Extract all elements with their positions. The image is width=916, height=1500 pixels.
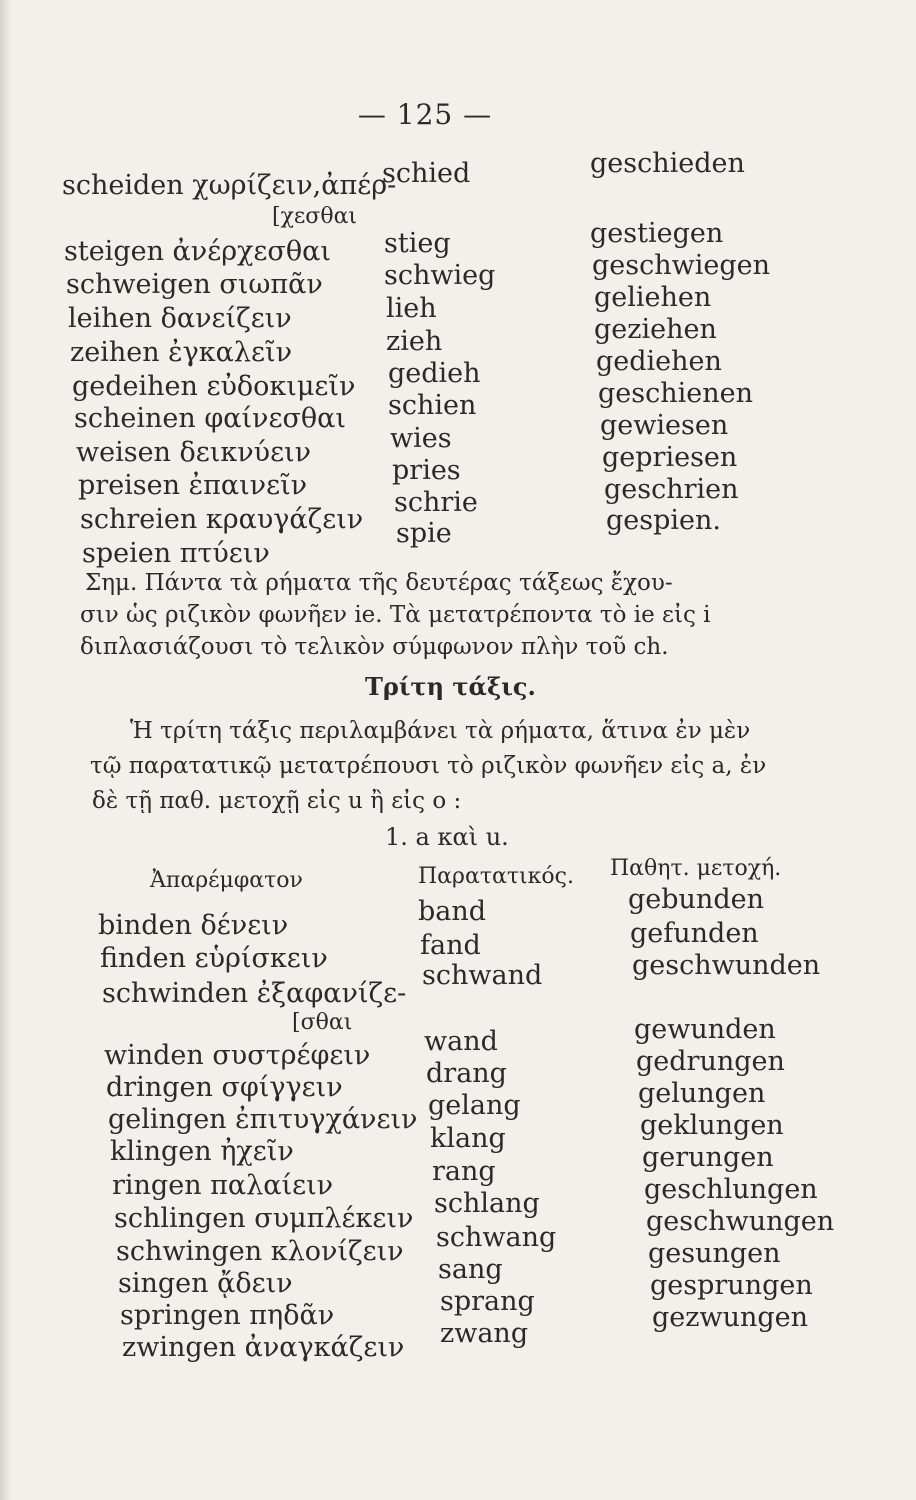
verb-row: speien πτύειν bbox=[82, 538, 270, 569]
preterite-form: schied bbox=[382, 158, 471, 189]
column-header: Παθητ. μετοχή. bbox=[610, 856, 782, 881]
participle-form: gezwungen bbox=[652, 1302, 809, 1333]
intro-line: τῷ παρατατικῷ μετατρέπουσι τὸ ριζικὸν φωνῆεν εἰς a, ἐν bbox=[90, 753, 767, 779]
verb-row: schreien κραυγάζειν bbox=[80, 504, 364, 535]
section-heading: Τρίτη τάξις. bbox=[365, 672, 536, 701]
preterite-form: schien bbox=[388, 390, 477, 421]
participle-form: geliehen bbox=[594, 282, 712, 313]
participle-form: gerungen bbox=[642, 1142, 774, 1173]
intro-line: Ἡ τρίτη τάξις περιλαμβάνει τὰ ρήματα, ἅτινα ἐν μὲν bbox=[130, 718, 751, 744]
note-line: Σημ. Πάντα τὰ ρήματα τῆς δευτέρας τάξεως ἔχου- bbox=[85, 570, 673, 596]
verb-row: schwingen κλονίζειν bbox=[116, 1236, 404, 1267]
participle-form: geklungen bbox=[640, 1110, 784, 1141]
participle-form: geziehen bbox=[594, 314, 717, 345]
preterite-form: zwang bbox=[440, 1318, 529, 1349]
preterite-form: wies bbox=[390, 423, 452, 454]
participle-form: gelungen bbox=[638, 1078, 766, 1109]
preterite-form: klang bbox=[430, 1123, 506, 1154]
preterite-form: sang bbox=[438, 1254, 503, 1285]
verb-row: zwingen ἀναγκάζειν bbox=[122, 1332, 405, 1363]
verb-row: singen ᾄδειν bbox=[118, 1268, 293, 1299]
verb-row: scheiden χωρίζειν,ἀπέρ- bbox=[62, 170, 397, 201]
verb-row: springen πηδᾶν bbox=[120, 1300, 335, 1331]
participle-form: gediehen bbox=[596, 346, 722, 377]
preterite-form: sprang bbox=[440, 1286, 535, 1317]
verb-row: scheinen φαίνεσθαι bbox=[74, 403, 346, 434]
verb-row: schlingen συμπλέκειν bbox=[114, 1203, 414, 1234]
preterite-form: stieg bbox=[384, 228, 451, 259]
preterite-form: schlang bbox=[434, 1188, 540, 1219]
participle-form: gesprungen bbox=[650, 1270, 813, 1301]
verb-row: dringen σφίγγειν bbox=[106, 1072, 343, 1103]
participle-form: gespien. bbox=[606, 505, 721, 536]
preterite-form: zieh bbox=[386, 326, 443, 357]
page-edge bbox=[0, 0, 10, 1500]
participle-form: geschienen bbox=[598, 378, 753, 409]
subsection-heading: 1. a καὶ u. bbox=[385, 823, 509, 851]
participle-form: gesungen bbox=[648, 1238, 781, 1269]
page-number: — 125 — bbox=[357, 98, 493, 131]
preterite-form: gedieh bbox=[388, 358, 481, 389]
participle-form: geschwiegen bbox=[592, 250, 771, 281]
preterite-form: schrie bbox=[394, 487, 478, 518]
preterite-form: pries bbox=[392, 455, 461, 486]
note-line: διπλασιάζουσι τὸ τελικὸν σύμφωνον πλὴν τοῦ ch. bbox=[80, 634, 669, 660]
verb-row: preisen ἐπαινεῖν bbox=[78, 470, 308, 501]
verb-row-continuation: [σθαι bbox=[292, 1010, 353, 1035]
verb-row: steigen ἀνέρχεσθαι bbox=[64, 236, 331, 267]
preterite-form: wand bbox=[424, 1026, 498, 1057]
participle-form: gewunden bbox=[634, 1014, 776, 1045]
note-line: σιν ὡς ριζικὸν φωνῆεν ie. Τὰ μετατρέποντα τὸ ie εἰς i bbox=[80, 602, 711, 628]
participle-form: gepriesen bbox=[602, 442, 738, 473]
preterite-form: schwieg bbox=[384, 260, 496, 291]
participle-form: geschlungen bbox=[644, 1174, 818, 1205]
verb-row: winden συστρέφειν bbox=[104, 1040, 371, 1071]
preterite-form: fand bbox=[420, 930, 481, 961]
preterite-form: schwang bbox=[436, 1222, 557, 1253]
participle-form: gedrungen bbox=[636, 1046, 785, 1077]
intro-line: δὲ τῇ παθ. μετοχῇ εἰς u ἢ εἰς o : bbox=[92, 788, 462, 814]
preterite-form: band bbox=[418, 896, 487, 927]
verb-row: leihen δανείζειν bbox=[68, 303, 292, 334]
preterite-form: spie bbox=[396, 518, 452, 549]
preterite-form: rang bbox=[432, 1156, 496, 1187]
participle-form: gebunden bbox=[628, 884, 764, 915]
preterite-form: gelang bbox=[428, 1090, 521, 1121]
preterite-form: schwand bbox=[422, 960, 543, 991]
preterite-form: lieh bbox=[386, 293, 437, 324]
verb-row: schweigen σιωπᾶν bbox=[66, 269, 323, 300]
verb-row: gedeihen εὐδοκιμεῖν bbox=[72, 371, 356, 402]
verb-row: gelingen ἐπιτυγχάνειν bbox=[108, 1104, 418, 1135]
participle-form: gewiesen bbox=[600, 410, 729, 441]
participle-form: geschieden bbox=[590, 148, 745, 179]
column-header: Παρατατικός. bbox=[418, 864, 574, 889]
preterite-form: drang bbox=[426, 1058, 507, 1089]
participle-form: geschwungen bbox=[646, 1206, 835, 1237]
verb-row: weisen δεικνύειν bbox=[76, 437, 312, 468]
verb-row: ringen παλαίειν bbox=[112, 1170, 334, 1201]
verb-row: zeihen ἐγκαλεῖν bbox=[70, 337, 293, 368]
participle-form: geschwunden bbox=[632, 950, 821, 981]
participle-form: gefunden bbox=[630, 918, 759, 949]
verb-row-continuation: [χεσθαι bbox=[272, 204, 358, 229]
verb-row: schwinden ἐξαφανίζε- bbox=[102, 978, 407, 1009]
verb-row: binden δένειν bbox=[98, 910, 289, 941]
column-header: Ἀπαρέμφατον bbox=[150, 868, 303, 893]
participle-form: geschrien bbox=[604, 474, 739, 505]
verb-row: klingen ἠχεῖν bbox=[110, 1136, 294, 1167]
verb-row: finden εὑρίσκειν bbox=[100, 943, 328, 974]
participle-form: gestiegen bbox=[590, 218, 724, 249]
